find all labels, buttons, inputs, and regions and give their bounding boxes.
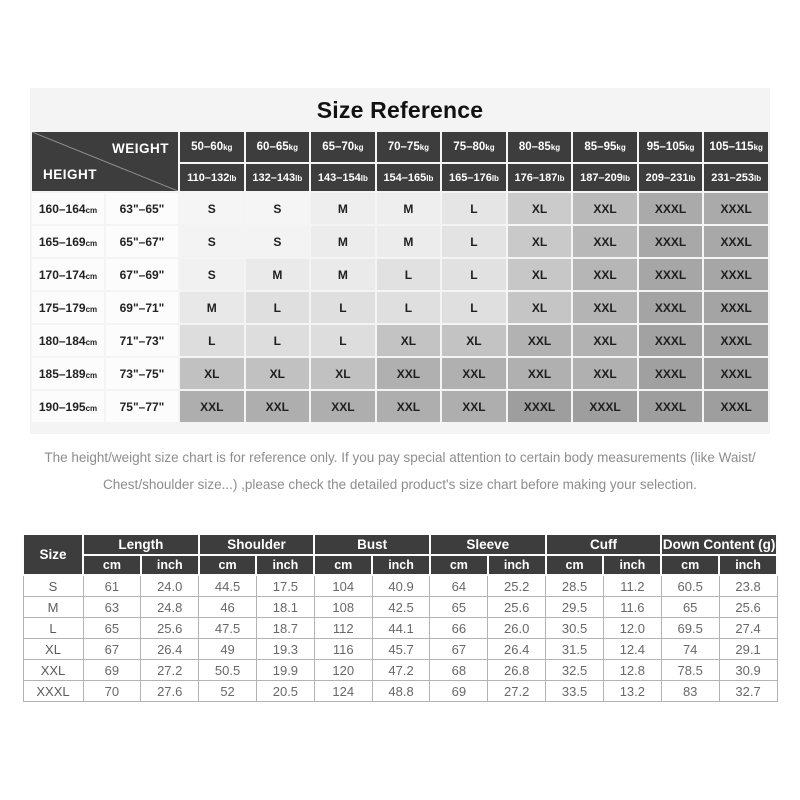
size-cell: M: [311, 193, 375, 224]
cm-unit-label: cm: [85, 337, 98, 347]
size-cell: XL: [180, 358, 244, 389]
size-cell: XXL: [573, 259, 637, 290]
weight-kg-range: 65–70: [322, 141, 355, 153]
unit-header: cm: [661, 555, 719, 575]
weight-lb-header: [508, 164, 572, 191]
size-cell: XXXL: [704, 325, 768, 356]
table-row: [32, 226, 768, 257]
weight-kg-header: [704, 132, 768, 162]
unit-header: inch: [488, 555, 546, 575]
measure-value-cell: 20.5: [256, 681, 314, 702]
measurement-table-wrap: [22, 533, 778, 702]
height-inch-label: 71"–73": [106, 325, 178, 356]
measure-value-cell: 68: [430, 660, 488, 681]
size-cell: XXL: [573, 193, 637, 224]
detail-table-body: [23, 575, 777, 702]
height-cm-range: 170–174: [38, 267, 86, 282]
height-cm-label: [32, 226, 104, 257]
disclaimer-text: [0, 444, 800, 498]
size-corner-header: Size: [23, 534, 83, 575]
cm-unit-label: cm: [85, 403, 98, 413]
size-cell: XXL: [377, 358, 441, 389]
cm-unit-label: cm: [85, 271, 98, 281]
height-inch-label: 69"–71": [106, 292, 178, 323]
measure-value-cell: 25.6: [488, 597, 546, 618]
kg-unit-label: kg: [419, 143, 430, 152]
measure-value-cell: 108: [314, 597, 372, 618]
size-cell: M: [377, 193, 441, 224]
kg-unit-label: kg: [753, 143, 763, 152]
unit-header: cm: [430, 555, 488, 575]
size-cell: L: [442, 292, 506, 323]
size-cell: XXL: [180, 391, 244, 422]
measure-value-cell: 66: [430, 618, 488, 639]
table-row: [32, 358, 768, 389]
measure-value-cell: 18.7: [256, 618, 314, 639]
weight-lb-header: [442, 164, 506, 191]
weight-lb-range: 209–231: [645, 171, 689, 184]
measure-value-cell: 112: [314, 618, 372, 639]
measure-value-cell: 49: [199, 639, 257, 660]
size-cell: XXL: [573, 358, 637, 389]
measure-value-cell: 40.9: [372, 575, 430, 597]
measure-value-cell: 25.6: [719, 597, 777, 618]
measure-value-cell: 27.2: [141, 660, 199, 681]
size-cell: XXL: [442, 358, 506, 389]
measure-group-header: Length: [83, 534, 199, 555]
weight-kg-range: 95–105: [646, 141, 686, 153]
size-cell: XL: [377, 325, 441, 356]
measure-value-cell: 65: [661, 597, 719, 618]
cm-unit-label: cm: [85, 304, 98, 314]
unit-header: inch: [256, 555, 314, 575]
weight-kg-range: 70–75: [387, 141, 420, 153]
size-cell: XXXL: [508, 391, 572, 422]
measure-value-cell: 27.6: [141, 681, 199, 702]
size-cell: L: [377, 292, 441, 323]
table-row: [23, 660, 777, 681]
weight-kg-range: 105–115: [709, 141, 754, 153]
measure-value-cell: 74: [661, 639, 719, 660]
size-cell: L: [442, 226, 506, 257]
weight-kg-range: 75–80: [453, 141, 486, 153]
unit-header: inch: [141, 555, 199, 575]
height-inch-label: 67"–69": [106, 259, 178, 290]
measure-value-cell: 25.2: [488, 575, 546, 597]
height-cm-label: [32, 292, 104, 323]
measure-value-cell: 69: [83, 660, 141, 681]
weight-lb-range: 143–154: [317, 171, 361, 184]
measure-value-cell: 50.5: [199, 660, 257, 681]
height-cm-label: [32, 391, 104, 422]
height-cm-range: 185–189: [38, 366, 86, 381]
size-cell: XXL: [573, 226, 637, 257]
table-row: [23, 618, 777, 639]
lb-unit-label: lb: [426, 173, 434, 183]
weight-lb-range: 110–132: [187, 171, 230, 184]
size-cell: L: [180, 325, 244, 356]
weight-lb-range: 187–209: [580, 171, 623, 184]
measure-value-cell: 42.5: [372, 597, 430, 618]
size-name-cell: M: [23, 597, 83, 618]
size-cell: XXXL: [639, 358, 703, 389]
measure-value-cell: 65: [430, 597, 488, 618]
measure-value-cell: 12.4: [603, 639, 661, 660]
table-row: [23, 597, 777, 618]
measure-value-cell: 18.1: [256, 597, 314, 618]
measure-value-cell: 12.0: [603, 618, 661, 639]
lb-unit-label: lb: [360, 173, 368, 183]
size-cell: XXXL: [704, 358, 768, 389]
size-cell: L: [442, 193, 506, 224]
measure-value-cell: 19.9: [256, 660, 314, 681]
size-name-cell: XXXL: [23, 681, 83, 702]
size-cell: XXXL: [573, 391, 637, 422]
size-cell: XXXL: [704, 193, 768, 224]
size-cell: XXL: [508, 325, 572, 356]
size-cell: XXL: [377, 391, 441, 422]
height-inch-label: 65"–67": [106, 226, 178, 257]
cm-unit-label: cm: [85, 205, 98, 215]
lb-unit-label: lb: [688, 173, 696, 183]
measure-value-cell: 26.4: [141, 639, 199, 660]
size-cell: XXL: [442, 391, 506, 422]
lb-unit-label: lb: [491, 173, 499, 183]
height-cm-label: [32, 193, 104, 224]
measure-value-cell: 30.9: [719, 660, 777, 681]
measure-value-cell: 26.8: [488, 660, 546, 681]
table-row: [23, 639, 777, 660]
measure-value-cell: 26.0: [488, 618, 546, 639]
weight-axis-label: WEIGHT: [112, 141, 169, 156]
height-cm-label: [32, 259, 104, 290]
measure-value-cell: 78.5: [661, 660, 719, 681]
measure-value-cell: 11.2: [603, 575, 661, 597]
kg-unit-label: kg: [354, 143, 364, 152]
unit-header: inch: [719, 555, 777, 575]
height-cm-label: [32, 325, 104, 356]
size-cell: M: [377, 226, 441, 257]
size-cell: XXXL: [639, 391, 703, 422]
size-cell: XXXL: [639, 325, 703, 356]
table-row: [23, 534, 777, 555]
size-cell: S: [180, 193, 244, 224]
measure-value-cell: 69.5: [661, 618, 719, 639]
disclaimer-line-1: The height/weight size chart is for reference only. If you pay special attention to certain body measurements (like Waist/: [44, 450, 756, 465]
measure-value-cell: 46: [199, 597, 257, 618]
cm-unit-label: cm: [85, 370, 98, 380]
weight-lb-header: [377, 164, 441, 191]
size-cell: XL: [508, 193, 572, 224]
measure-value-cell: 30.5: [546, 618, 604, 639]
size-cell: L: [311, 292, 375, 323]
table-row: [32, 391, 768, 422]
measure-value-cell: 27.2: [488, 681, 546, 702]
size-cell: XXXL: [704, 391, 768, 422]
measure-value-cell: 48.8: [372, 681, 430, 702]
weight-lb-range: 176–187: [514, 171, 558, 184]
unit-header: cm: [83, 555, 141, 575]
measure-value-cell: 47.2: [372, 660, 430, 681]
size-cell: S: [180, 226, 244, 257]
table-row: [32, 193, 768, 224]
height-inch-label: 63"–65": [106, 193, 178, 224]
table-row: [23, 555, 777, 575]
measure-value-cell: 69: [430, 681, 488, 702]
size-cell: S: [180, 259, 244, 290]
size-cell: L: [377, 259, 441, 290]
size-cell: M: [311, 226, 375, 257]
size-cell: L: [246, 292, 310, 323]
size-cell: XL: [508, 259, 572, 290]
size-cell: M: [311, 259, 375, 290]
unit-header: inch: [603, 555, 661, 575]
weight-kg-header: [311, 132, 375, 162]
weight-lb-header: [639, 164, 703, 191]
weight-kg-header: [639, 132, 703, 162]
measure-value-cell: 124: [314, 681, 372, 702]
measure-value-cell: 45.7: [372, 639, 430, 660]
size-cell: M: [180, 292, 244, 323]
measure-value-cell: 23.8: [719, 575, 777, 597]
size-cell: XXXL: [639, 226, 703, 257]
size-cell: XXXL: [639, 259, 703, 290]
height-cm-label: [32, 358, 104, 389]
measure-group-header: Down Content (g): [661, 534, 777, 555]
lb-unit-label: lb: [229, 173, 237, 183]
height-axis-label: HEIGHT: [43, 167, 98, 182]
weight-lb-header: [311, 164, 375, 191]
weight-kg-header: [246, 132, 310, 162]
weight-kg-range: 60–65: [256, 141, 289, 153]
measure-value-cell: 24.8: [141, 597, 199, 618]
measure-value-cell: 28.5: [546, 575, 604, 597]
table-row: [32, 325, 768, 356]
size-cell: L: [442, 259, 506, 290]
kg-unit-label: kg: [223, 143, 233, 152]
size-cell: XXL: [508, 358, 572, 389]
measure-value-cell: 60.5: [661, 575, 719, 597]
size-cell: XXL: [311, 391, 375, 422]
measure-value-cell: 26.4: [488, 639, 546, 660]
weight-lb-header: [246, 164, 310, 191]
disclaimer-line-2: Chest/shoulder size...) ,please check the detailed product's size chart before making your selection.: [103, 477, 697, 492]
unit-header: cm: [546, 555, 604, 575]
measure-value-cell: 67: [430, 639, 488, 660]
measure-value-cell: 19.3: [256, 639, 314, 660]
measure-value-cell: 52: [199, 681, 257, 702]
size-cell: S: [246, 193, 310, 224]
height-cm-range: 165–169: [38, 234, 86, 249]
lb-unit-label: lb: [557, 173, 565, 183]
height-weight-corner-cell: [32, 132, 178, 191]
measure-group-header: Cuff: [546, 534, 662, 555]
lb-unit-label: lb: [295, 173, 303, 183]
size-cell: M: [246, 259, 310, 290]
size-cell: XL: [508, 292, 572, 323]
measure-value-cell: 44.1: [372, 618, 430, 639]
measure-group-header: Bust: [314, 534, 430, 555]
height-weight-table: [30, 130, 770, 424]
table-row: [23, 575, 777, 597]
table-row: [32, 132, 768, 162]
kg-unit-label: kg: [616, 143, 626, 152]
measure-value-cell: 27.4: [719, 618, 777, 639]
kg-unit-label: kg: [685, 143, 695, 152]
height-cm-range: 160–164: [38, 201, 86, 216]
size-cell: XXXL: [704, 259, 768, 290]
measure-value-cell: 104: [314, 575, 372, 597]
weight-kg-range: 80–85: [518, 141, 551, 153]
size-cell: XXL: [573, 292, 637, 323]
height-cm-range: 180–184: [38, 333, 86, 348]
height-inch-label: 73"–75": [106, 358, 178, 389]
measure-value-cell: 33.5: [546, 681, 604, 702]
size-cell: L: [246, 325, 310, 356]
size-name-cell: XXL: [23, 660, 83, 681]
measure-value-cell: 120: [314, 660, 372, 681]
weight-kg-range: 85–95: [584, 141, 617, 153]
size-name-cell: L: [23, 618, 83, 639]
measure-value-cell: 11.6: [603, 597, 661, 618]
detail-table-head: [23, 534, 777, 575]
size-cell: XL: [442, 325, 506, 356]
height-inch-label: 75"–77": [106, 391, 178, 422]
measure-value-cell: 32.7: [719, 681, 777, 702]
measure-value-cell: 13.2: [603, 681, 661, 702]
measure-value-cell: 29.5: [546, 597, 604, 618]
unit-header: inch: [372, 555, 430, 575]
size-cell: XL: [508, 226, 572, 257]
size-name-cell: XL: [23, 639, 83, 660]
weight-kg-header: [377, 132, 441, 162]
measure-value-cell: 83: [661, 681, 719, 702]
measure-value-cell: 67: [83, 639, 141, 660]
measure-value-cell: 64: [430, 575, 488, 597]
size-name-cell: S: [23, 575, 83, 597]
size-cell: XXL: [246, 391, 310, 422]
unit-header: cm: [314, 555, 372, 575]
size-cell: XXXL: [639, 193, 703, 224]
lb-unit-label: lb: [754, 173, 762, 183]
measure-group-header: Sleeve: [430, 534, 546, 555]
weight-lb-header: [704, 164, 768, 191]
height-cm-range: 190–195: [38, 399, 86, 414]
measure-value-cell: 65: [83, 618, 141, 639]
size-cell: S: [246, 226, 310, 257]
size-cell: XXXL: [704, 226, 768, 257]
weight-kg-header: [180, 132, 244, 162]
size-cell: XL: [246, 358, 310, 389]
weight-lb-header: [180, 164, 244, 191]
measure-value-cell: 12.8: [603, 660, 661, 681]
measure-value-cell: 17.5: [256, 575, 314, 597]
weight-lb-header: [573, 164, 637, 191]
weight-kg-header: [573, 132, 637, 162]
weight-kg-header: [442, 132, 506, 162]
weight-kg-range: 50–60: [191, 141, 224, 153]
size-cell: L: [311, 325, 375, 356]
weight-kg-header: [508, 132, 572, 162]
kg-unit-label: kg: [288, 143, 298, 152]
lb-unit-label: lb: [622, 173, 631, 183]
weight-lb-range: 231–253: [711, 171, 755, 184]
weight-lb-range: 154–165: [383, 171, 427, 184]
measure-value-cell: 70: [83, 681, 141, 702]
measure-value-cell: 47.5: [199, 618, 257, 639]
measure-value-cell: 32.5: [546, 660, 604, 681]
weight-lb-range: 132–143: [252, 171, 296, 184]
measure-value-cell: 44.5: [199, 575, 257, 597]
table-row: [23, 681, 777, 702]
weight-lb-range: 165–176: [448, 171, 492, 184]
size-cell: XXL: [573, 325, 637, 356]
measurement-table: [22, 533, 778, 702]
size-cell: XXXL: [704, 292, 768, 323]
measure-value-cell: 116: [314, 639, 372, 660]
height-cm-range: 175–179: [38, 300, 86, 315]
kg-unit-label: kg: [550, 143, 561, 152]
measure-value-cell: 63: [83, 597, 141, 618]
size-cell: XL: [311, 358, 375, 389]
unit-header: cm: [199, 555, 257, 575]
measure-value-cell: 29.1: [719, 639, 777, 660]
table-row: [32, 259, 768, 290]
measure-value-cell: 61: [83, 575, 141, 597]
measure-value-cell: 25.6: [141, 618, 199, 639]
measure-value-cell: 24.0: [141, 575, 199, 597]
measure-group-header: Shoulder: [199, 534, 315, 555]
page-title: Size Reference: [316, 97, 484, 123]
kg-unit-label: kg: [485, 143, 495, 152]
cm-unit-label: cm: [85, 238, 98, 248]
measure-value-cell: 31.5: [546, 639, 604, 660]
size-reference-panel: [30, 88, 770, 434]
table-row: [32, 292, 768, 323]
size-cell: XXXL: [639, 292, 703, 323]
